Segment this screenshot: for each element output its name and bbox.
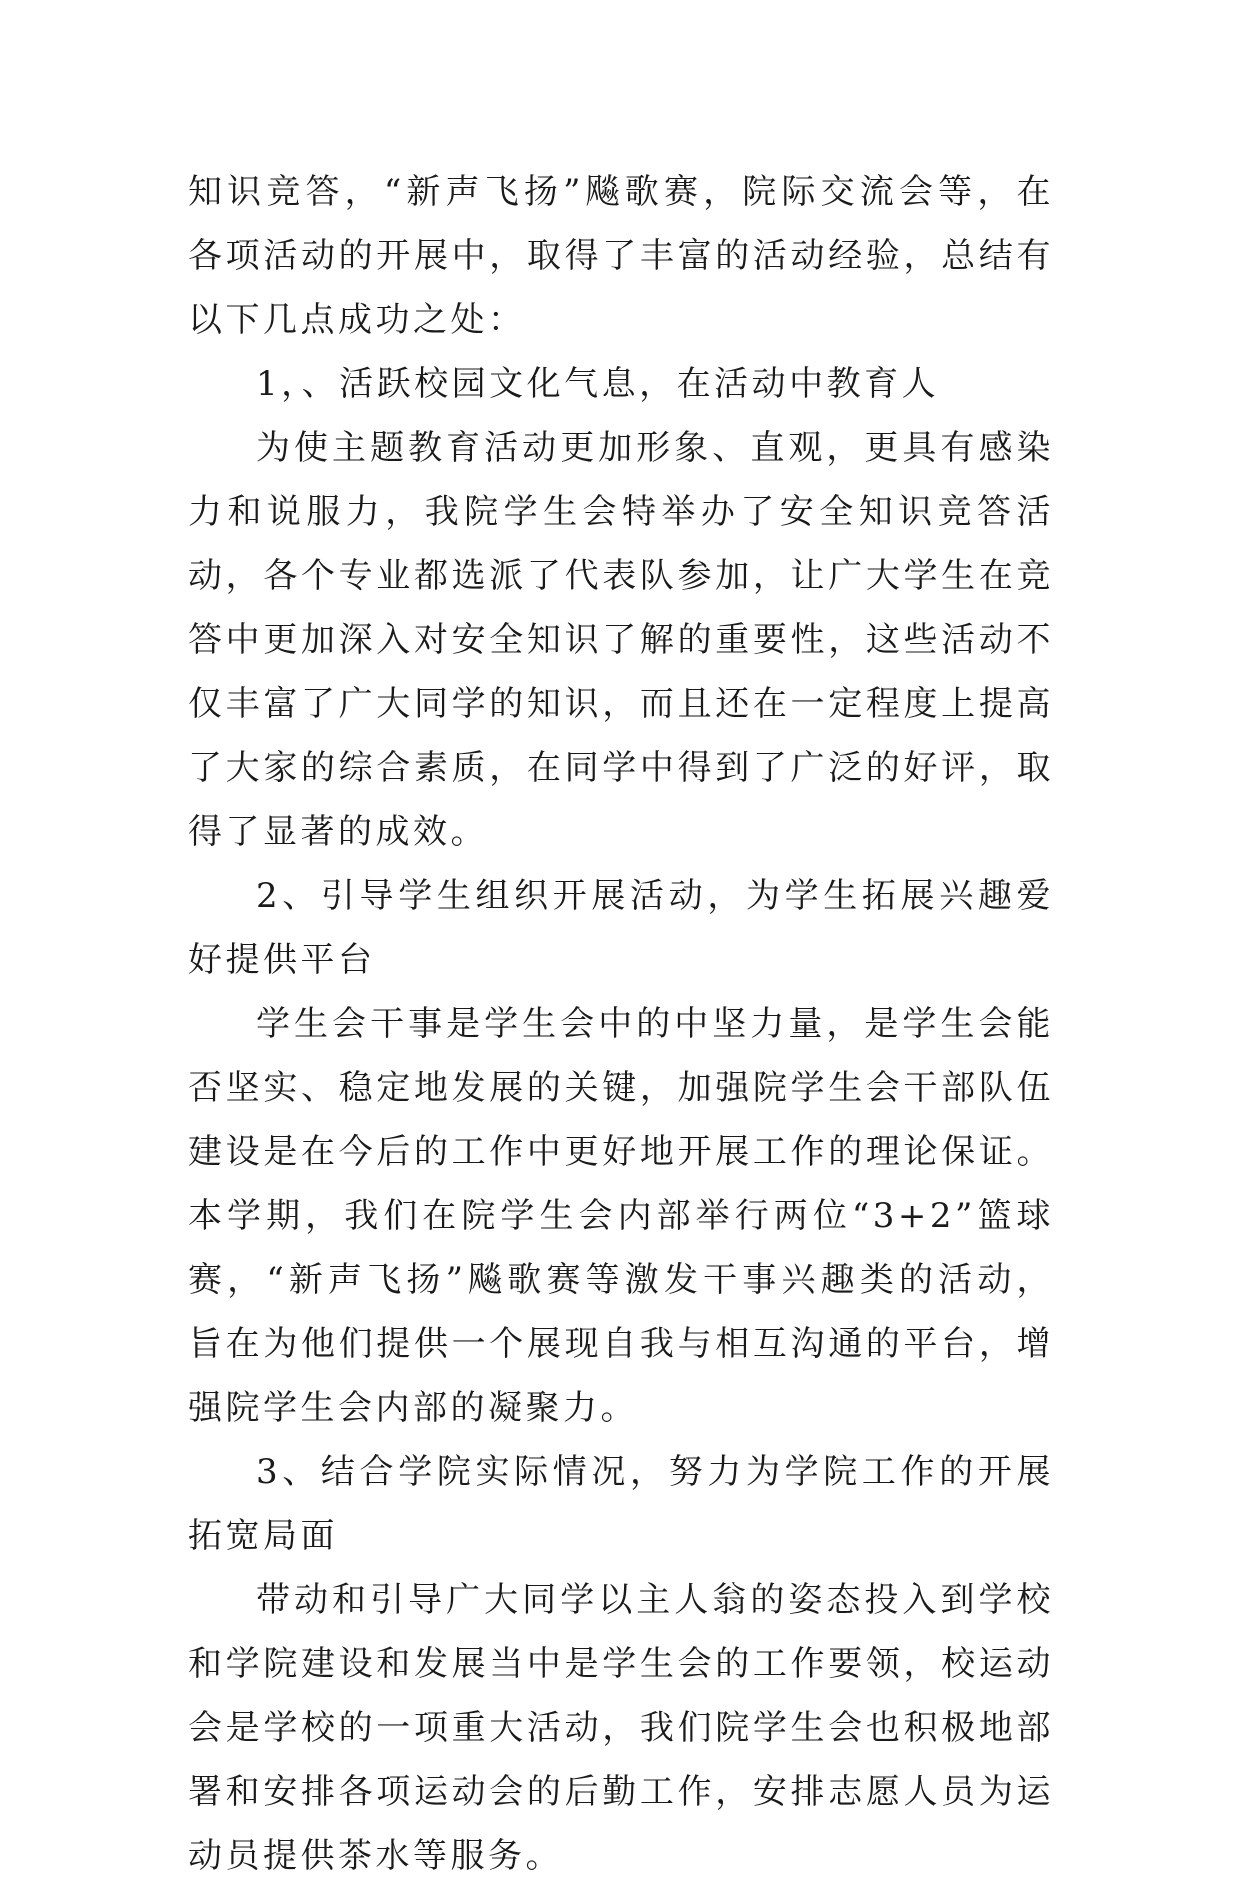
document-body (188, 160, 1054, 1888)
paragraph-intro: 知识竞答，“新声飞扬”飚歌赛，院际交流会等，在各项活动的开展中，取得了丰富的活动经验，总结有以下几点成功之处： (188, 172, 1054, 340)
heading-point-1: 1，、活跃校园文化气息，在活动中教育人 (256, 364, 940, 404)
paragraph-point-1: 为使主题教育活动更加形象、直观，更具有感染力和说服力，我院学生会特举办了安全知识竞答活动，各个专业都选派了代表队参加，让广大学生在竞答中更加深入对安全知识了解的重要性，这些活动不仅丰富了广大同学的知识，而且还在一定程度上提高了大家的综合素质，在同学中得到了广泛的好评，取得了显著的成效。 (188, 428, 1054, 852)
paragraph-point-3: 带动和引导广大同学以主人翁的姿态投入到学校和学院建设和发展当中是学生会的工作要领，校运动会是学校的一项重大活动，我们院学生会也积极地部署和安排各项运动会的后勤工作，安排志愿人员为运动员提供茶水等服务。 (188, 1580, 1054, 1876)
heading-point-3: 3、结合学院实际情况，努力为学院工作的开展拓宽局面 (188, 1452, 1054, 1556)
paragraph-point-2: 学生会干事是学生会中的中坚力量，是学生会能否坚实、稳定地发展的关键，加强院学生会干部队伍建设是在今后的工作中更好地开展工作的理论保证。本学期，我们在院学生会内部举行两位“3+2”篮球赛，“新声飞扬”飚歌赛等激发干事兴趣类的活动，旨在为他们提供一个展现自我与相互沟通的平台，增强院学生会内部的凝聚力。 (188, 1004, 1054, 1428)
heading-point-2: 2、引导学生组织开展活动，为学生拓展兴趣爱好提供平台 (188, 876, 1054, 980)
